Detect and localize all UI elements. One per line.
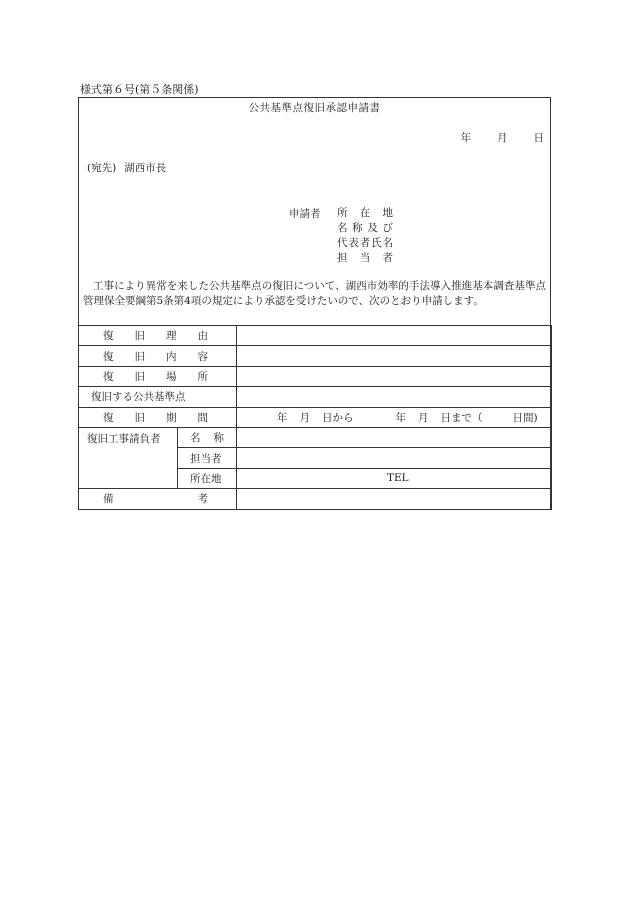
remarks-label	[79, 491, 236, 506]
table-row-reason	[79, 326, 552, 346]
addressee-name: 湖西市長	[124, 162, 167, 174]
reason-input[interactable]	[237, 326, 552, 346]
label-char: 旧	[134, 370, 145, 383]
form-number: 様式第６号(第５条関係)	[80, 83, 199, 96]
label-char: 名	[190, 432, 201, 445]
label-char: 旧	[134, 330, 145, 343]
contractor-name-input[interactable]	[237, 427, 552, 447]
content-input[interactable]	[237, 346, 552, 366]
label-char: 名	[337, 222, 348, 234]
contractor-person-label: 担当者	[190, 452, 222, 465]
contractor-address-label: 所在地	[190, 472, 222, 485]
table-row-location	[79, 366, 552, 386]
applicant-label: 申請者	[289, 208, 321, 220]
label-char: 名	[382, 237, 393, 249]
period-month1: 月	[299, 411, 310, 424]
period-day-to: 日まで（	[440, 411, 483, 424]
details-table	[78, 325, 552, 510]
label-char: 者	[359, 237, 371, 249]
table-row-point	[79, 387, 552, 407]
table-row-contractor-name	[79, 427, 552, 447]
tel-label: TEL	[387, 472, 409, 485]
period-year2: 年	[395, 411, 406, 424]
form-title: 公共基準点復旧承認申請書	[248, 102, 381, 114]
application-statement: 工事により異常を来した公共基準点の復旧について、湖西市効率的手法導入推進基本調査基準点管理保全要綱第5条第4項の規定により承認を受けたいので、次のとおり申請します。	[83, 280, 546, 307]
table-row-content	[79, 346, 552, 366]
period-input[interactable]	[237, 407, 552, 427]
applicant-fields	[337, 206, 393, 266]
label-char: 由	[197, 330, 208, 343]
application-form	[78, 97, 551, 510]
table-row-period	[79, 407, 552, 427]
point-input[interactable]	[237, 387, 552, 407]
label-char: 所	[197, 370, 208, 383]
contractor-label: 復旧工事請負者	[79, 427, 178, 488]
applicant-person-in-charge-label	[337, 251, 393, 266]
label-char: 代	[337, 237, 348, 249]
label-char: 復	[103, 411, 114, 424]
date-year-label: 年	[460, 132, 471, 144]
label-char: 称	[213, 432, 224, 445]
period-day-from: 日から	[322, 411, 354, 424]
label-char: 地	[382, 207, 393, 219]
label-char: 当	[359, 252, 371, 264]
label-char: 考	[197, 493, 208, 506]
label-char: 在	[359, 207, 371, 219]
label-char: 担	[337, 252, 348, 264]
date-month-label: 月	[497, 132, 508, 144]
label-char: 容	[197, 350, 208, 363]
reason-label	[79, 328, 236, 343]
period-label	[79, 410, 236, 425]
label-char: 間	[197, 411, 208, 424]
addressee	[87, 160, 166, 175]
label-char: 内	[166, 350, 177, 363]
label-char: 者	[382, 252, 393, 264]
label-char: 場	[166, 370, 177, 383]
period-year1: 年	[277, 411, 288, 424]
date-line	[461, 130, 545, 145]
location-input[interactable]	[237, 366, 552, 386]
label-char: 期	[166, 411, 177, 424]
label-char: 理	[166, 330, 177, 343]
applicant-address-label	[337, 206, 393, 221]
label-char: 所	[337, 207, 348, 219]
applicant-name-label	[337, 221, 393, 236]
contractor-address-input[interactable]	[237, 468, 552, 488]
label-char: 復	[103, 330, 114, 343]
period-days-close: 日間)	[512, 411, 538, 424]
label-char: 氏	[371, 237, 382, 249]
content-label	[79, 349, 236, 364]
label-char: び	[382, 222, 393, 234]
label-char: 旧	[134, 411, 145, 424]
label-char: 称	[352, 222, 363, 234]
applicant-representative-label	[337, 236, 393, 251]
label-char: 復	[103, 350, 114, 363]
label-char: 表	[348, 237, 359, 249]
period-month2: 月	[418, 411, 429, 424]
remarks-input[interactable]	[237, 489, 552, 509]
table-row-remarks	[79, 489, 552, 509]
addressee-prefix: (宛先)	[87, 162, 117, 174]
label-char: 及	[367, 222, 378, 234]
label-char: 復	[103, 370, 114, 383]
contractor-person-input[interactable]	[237, 448, 552, 468]
location-label	[79, 369, 236, 384]
contractor-name-label	[178, 430, 236, 445]
label-char: 旧	[134, 350, 145, 363]
date-day-label: 日	[533, 132, 544, 144]
point-label: 復旧する公共基準点	[91, 391, 186, 404]
label-char: 備	[103, 493, 114, 506]
